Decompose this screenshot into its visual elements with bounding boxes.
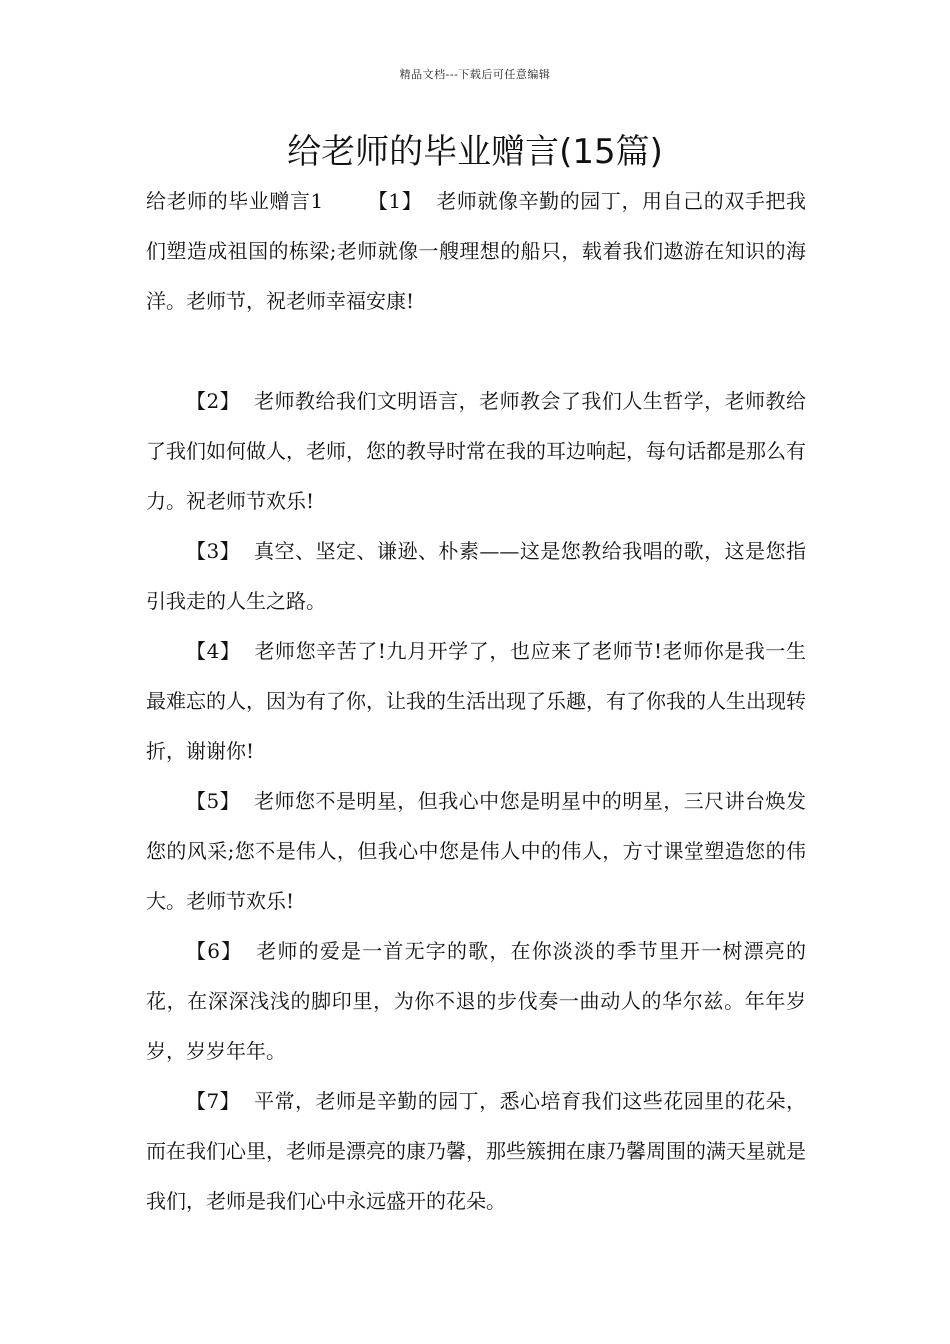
- paragraph-2: [146, 376, 806, 526]
- paragraph-text: 老师您辛苦了!九月开学了，也应来了老师节!老师你是我一生最难忘的人，因为有了你，让我的生活出现了乐趣，有了你我的人生出现转折，谢谢你!: [146, 639, 806, 763]
- paragraph-text: 老师您不是明星，但我心中您是明星中的明星，三尺讲台焕发您的风采;您不是伟人，但我心中您是伟人中的伟人，方寸课堂塑造您的伟大。老师节欢乐!: [146, 789, 807, 913]
- paragraph-number: 【4】: [186, 639, 241, 663]
- paragraph-3: [146, 526, 806, 626]
- paragraph-number: 【1】: [367, 189, 423, 213]
- paragraph-5: [146, 776, 806, 926]
- paragraph-text: 老师的爱是一首无字的歌，在你淡淡的季节里开一树漂亮的花，在深深浅浅的脚印里，为你不退的步伐奏一曲动人的华尔兹。年年岁岁，岁岁年年。: [146, 939, 806, 1063]
- paragraph-number: 【5】: [186, 789, 241, 813]
- page-header: 精品文档---下载后可任意编辑: [399, 68, 551, 81]
- document-title: 给老师的毕业赠言(15篇): [287, 132, 663, 172]
- paragraph-6: [146, 926, 806, 1076]
- paragraph-number: 【6】: [186, 939, 243, 963]
- paragraph-1: [146, 176, 806, 326]
- paragraph-text: 真空、坚定、谦逊、朴素——这是您教给我唱的歌，这是您指引我走的人生之路。: [146, 539, 807, 613]
- document-body: [146, 176, 806, 1226]
- paragraph-number: 【3】: [186, 539, 241, 563]
- paragraph-7: [146, 1076, 806, 1226]
- paragraph-number: 【2】: [186, 389, 241, 413]
- paragraph-number: 【7】: [186, 1089, 241, 1113]
- paragraph-text: 老师就像辛勤的园丁，用自己的双手把我们塑造成祖国的栋梁;老师就像一艘理想的船只，载着我们遨游在知识的海洋。老师节，祝老师幸福安康!: [146, 189, 807, 313]
- section-label: 给老师的毕业赠言1: [146, 189, 324, 213]
- paragraph-text: 老师教给我们文明语言，老师教会了我们人生哲学，老师教给了我们如何做人，老师，您的教导时常在我的耳边响起，每句话都是那么有力。祝老师节欢乐!: [146, 389, 807, 513]
- paragraph-text: 平常，老师是辛勤的园丁，悉心培育我们这些花园里的花朵，而在我们心里，老师是漂亮的康乃馨，那些簇拥在康乃馨周围的满天星就是我们，老师是我们心中永远盛开的花朵。: [146, 1089, 807, 1213]
- paragraph-4: [146, 626, 806, 776]
